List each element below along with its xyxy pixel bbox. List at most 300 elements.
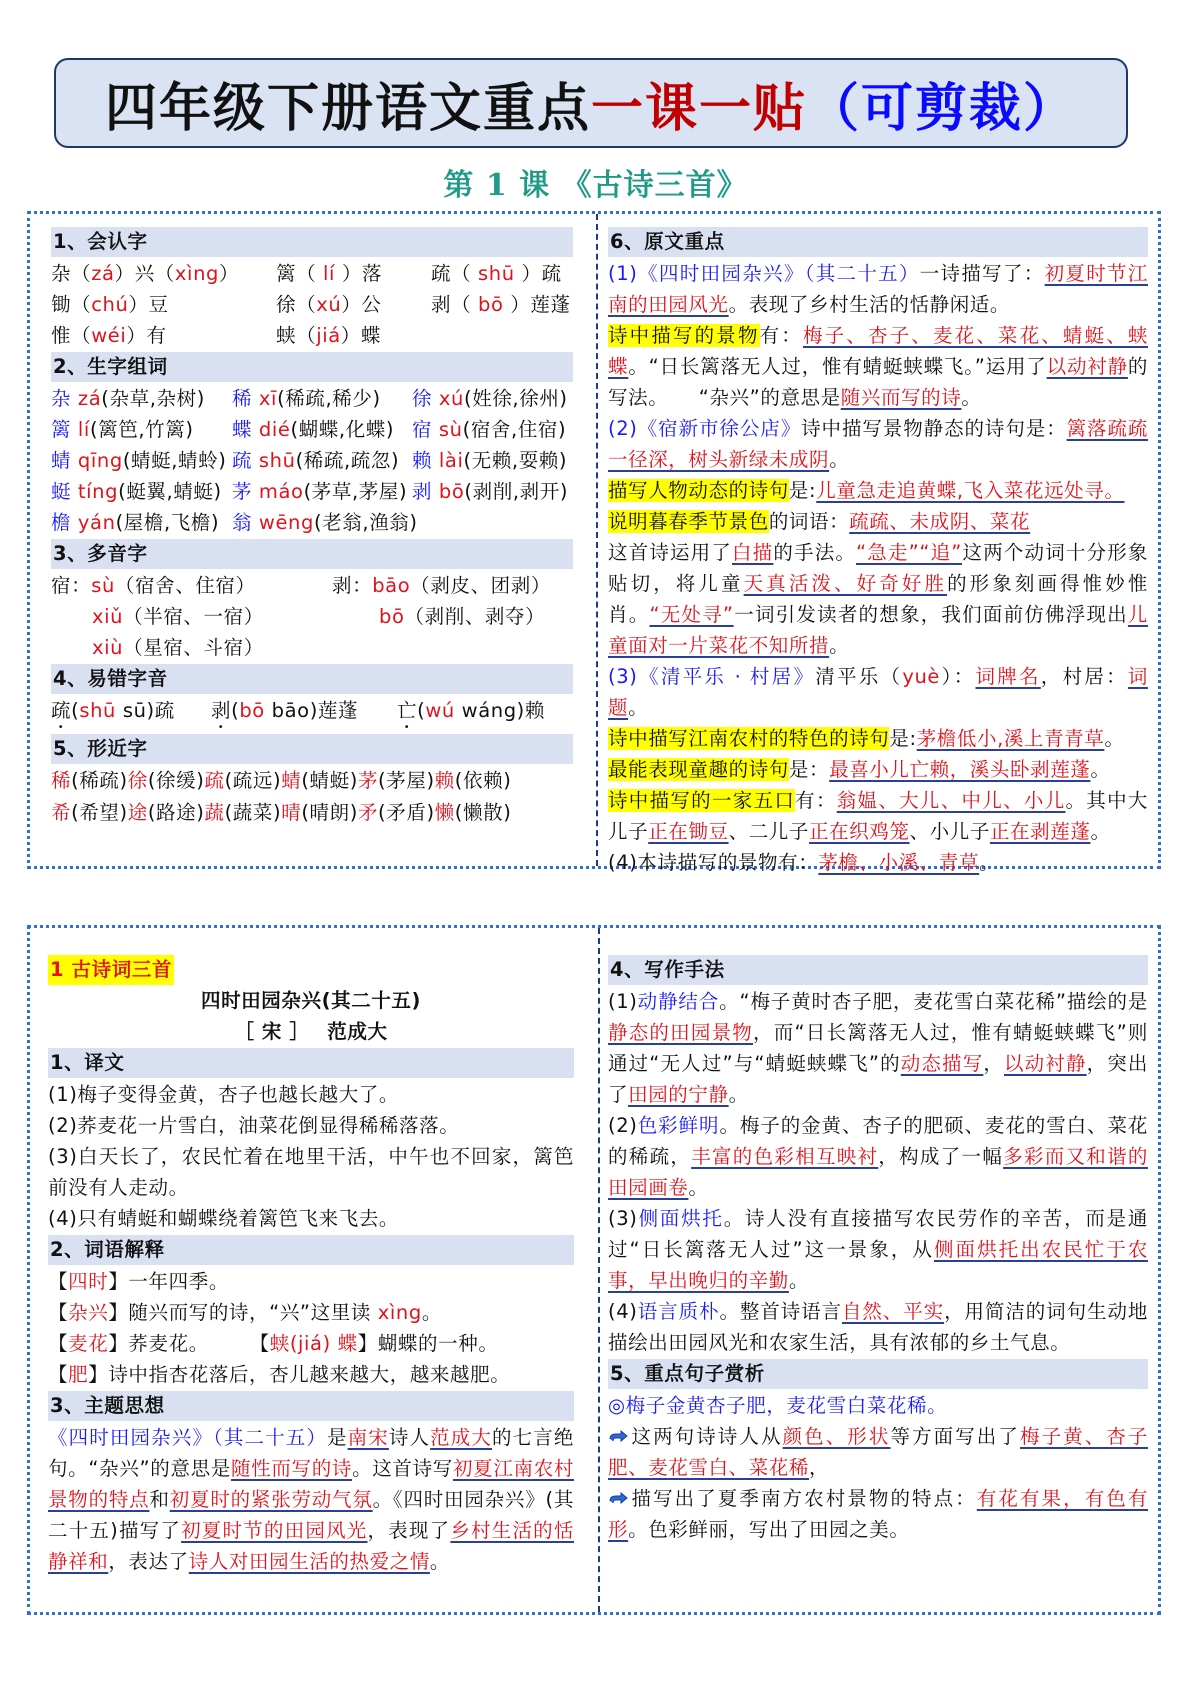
dotted-char: 疏 — [51, 699, 72, 722]
underlined-answer: 丰富的色彩相互映衬 — [691, 1145, 879, 1168]
paragraph — [608, 754, 1148, 785]
underlined-answer: 侧面烘托出农民忙于农事，早出晚归的辛勤 — [608, 1238, 1148, 1292]
paragraph — [608, 1390, 1148, 1421]
text: ，而“日长篱落无人过，惟有蜻蜓蛱蝶飞”则通过“无人过”与“蜻蜓蛱蝶飞”的 — [608, 1021, 1148, 1075]
text: 【 — [48, 1301, 69, 1324]
paragraph — [48, 1297, 574, 1328]
text: 惟（ — [51, 324, 92, 347]
pinyin-or-key-text: 晴 — [281, 801, 302, 824]
section-heading: 5、形近字 — [51, 734, 573, 764]
pinyin-or-key-text: 途 — [127, 801, 148, 824]
chapter-tag: 1 古诗词三首 — [48, 955, 174, 985]
paragraph — [608, 506, 1148, 537]
text: 。《四时田园杂兴》(其二十五)描写了 — [48, 1488, 574, 1542]
underlined-answer: 茅檐、小溪、青草 — [818, 851, 980, 874]
entry-row — [51, 258, 573, 289]
text: 】诗中指杏花落后，杏儿越来越大，越来越肥。 — [88, 1363, 511, 1386]
paragraph — [608, 1296, 1148, 1358]
pinyin-or-key-text: xú — [316, 293, 342, 316]
text: 、二儿子 — [728, 820, 810, 843]
text: 。 — [421, 1301, 442, 1324]
title-text: 徐 — [412, 387, 439, 410]
pinyin-or-key-text: lài — [438, 449, 464, 472]
paragraph — [608, 537, 1148, 661]
pinyin-or-key-text: wú — [425, 699, 455, 722]
pinyin-or-key-text: zá — [77, 387, 102, 410]
pinyin-or-key-text: wéi — [91, 324, 127, 347]
title-text: 蜓 — [51, 480, 78, 503]
text: 是 — [327, 1426, 348, 1449]
underlined-answer: 白描 — [732, 541, 774, 564]
section-heading: 1、译文 — [48, 1048, 574, 1078]
arrow-icon — [608, 1422, 628, 1436]
text: (稀疏) — [71, 769, 128, 792]
text: (1)梅子变得金黄，杏子也越长越大了。 — [48, 1083, 400, 1106]
title-text: 翁 — [232, 511, 259, 534]
pinyin-or-key-text: lí — [77, 418, 90, 441]
underlined-answer: 颜色、形状 — [782, 1425, 891, 1448]
paragraph — [608, 258, 1148, 320]
highlighted-prompt: 最能表现童趣的诗句 — [608, 758, 789, 781]
paragraph — [608, 1421, 1148, 1483]
text: ）有 — [126, 324, 167, 347]
text: (屋檐,飞檐) — [115, 511, 220, 534]
text: ( — [417, 699, 426, 722]
text: 。 — [688, 1176, 709, 1199]
pinyin-or-key-text: bō — [438, 480, 465, 503]
text: (宿舍,住宿) — [462, 418, 567, 441]
text: 剥（ — [431, 293, 478, 316]
text: 。“梅子黄时杏子肥，麦花雪白菜花稀”描绘的是 — [719, 990, 1148, 1013]
text: 。 — [429, 1550, 451, 1573]
text: 。 — [1104, 727, 1125, 750]
text: (徐缓) — [147, 769, 205, 792]
key-points-left — [51, 226, 573, 829]
highlighted-prompt: 说明暮春季节景色 — [608, 510, 769, 533]
underlined-answer: 多彩而又和谐的田园画卷 — [608, 1145, 1148, 1199]
entry-cell — [51, 383, 232, 414]
text: 蛱（ — [276, 324, 317, 347]
title-text: 语言质朴 — [637, 1300, 720, 1323]
poem-notes-right — [608, 954, 1148, 1545]
underlined-answer: 静态的田园景物 — [608, 1021, 754, 1044]
text: ）疏 — [514, 262, 562, 285]
text: 是: — [788, 479, 817, 502]
underlined-answer: 翁媪、大儿、中儿、小儿 — [836, 789, 1066, 812]
underlined-answer: 以动衬静 — [1046, 355, 1128, 378]
text: (杂草,杂树) — [101, 387, 205, 410]
text: 。 — [1090, 820, 1111, 843]
underlined-answer: 以动衬静 — [1004, 1052, 1087, 1075]
text: (蜻蜓,蜻蛉) — [122, 449, 227, 472]
pinyin-or-key-text: 蛱(jiá) 蝶 — [269, 1332, 358, 1355]
pinyin-or-key-text: 麦花 — [68, 1332, 109, 1355]
similar-chars-line — [51, 797, 573, 829]
paragraph — [48, 1266, 574, 1297]
dotted-char: 亡 — [397, 699, 418, 722]
underlined-answer: 初夏江南农村景物的特点 — [48, 1457, 574, 1511]
text: ，表现了 — [367, 1519, 451, 1542]
entry-row — [51, 414, 573, 445]
entry-cell — [412, 476, 573, 507]
text: 诗中描写景物静态的诗句是： — [801, 417, 1067, 440]
text: 杂（ — [51, 262, 92, 285]
entry-cell — [232, 414, 412, 445]
title-text: (2)《宿新市徐公店》 — [608, 417, 802, 440]
underlined-answer: 篱落疏疏一径深，树头新绿未成阴 — [608, 417, 1148, 471]
text: ） — [219, 262, 240, 285]
title-text: 动静结合 — [637, 990, 720, 1013]
text: 这两个动词十分形象贴切，将儿童 — [608, 541, 1148, 595]
text: (1) — [608, 990, 638, 1013]
text: (蔬菜) — [224, 801, 282, 824]
text: (2) — [608, 1114, 638, 1137]
similar-chars-line — [51, 765, 573, 797]
text: 一诗描写了： — [919, 262, 1045, 285]
entry-cell — [412, 445, 573, 476]
poem-title: 四时田园杂兴(其二十五) — [200, 989, 422, 1012]
title-highlight: 一课一贴 — [590, 77, 807, 139]
text: ，构成了一幅 — [878, 1145, 1004, 1168]
paragraph — [48, 1422, 574, 1577]
text: ( — [231, 699, 240, 722]
cut-divider — [596, 214, 598, 866]
text: ， — [983, 1052, 1004, 1075]
paragraph — [608, 661, 1148, 723]
entry-cell — [211, 695, 397, 733]
pinyin-or-key-text: shū — [258, 449, 296, 472]
text: bāo)莲蓬 — [264, 699, 359, 722]
underlined-answer: 动态描写 — [900, 1052, 984, 1075]
text: ）公 — [341, 293, 382, 316]
pinyin-or-key-text: 徐 — [127, 769, 148, 792]
underlined-answer: 初夏时节的田园风光 — [181, 1519, 368, 1542]
text: 有： — [795, 789, 837, 812]
text: (4)本诗描写的景物有： — [608, 851, 819, 874]
section-heading: 1、会认字 — [51, 227, 573, 257]
lesson-title: 第 1 课 《古诗三首》 — [443, 168, 748, 203]
text: 有： — [759, 324, 803, 347]
pinyin-or-key-text: shū — [478, 262, 515, 285]
entry-cell — [51, 695, 211, 733]
text: （剥削、剥夺） — [404, 605, 546, 628]
title-text: 篱 — [51, 418, 78, 441]
text: (姓徐,徐州) — [464, 387, 568, 410]
title-text: 茅 — [232, 480, 259, 503]
entry-row — [51, 445, 573, 476]
text: 这首诗运用了 — [608, 541, 733, 564]
paragraph — [48, 1079, 574, 1110]
pinyin-or-key-text: sù — [438, 418, 463, 441]
text: (3) — [608, 1207, 638, 1230]
cut-divider — [598, 928, 600, 1612]
entry-cell — [51, 570, 332, 601]
text: 。 — [829, 634, 850, 657]
arrow-icon — [608, 1484, 628, 1498]
paragraph — [48, 1110, 574, 1141]
title-text: 侧面烘托 — [637, 1207, 724, 1230]
title-text: 蜻 — [51, 449, 78, 472]
dotted-char: 剥 — [211, 699, 232, 722]
pinyin-or-key-text: zá — [91, 262, 115, 285]
text: 【 — [48, 1332, 69, 1355]
pinyin-or-key-text: xiǔ — [92, 605, 124, 628]
entry-cell — [332, 570, 573, 601]
text: 【 — [48, 1363, 69, 1386]
pinyin-or-key-text: 希 — [51, 801, 72, 824]
text: 和 — [149, 1488, 170, 1511]
text: 的词语： — [768, 510, 850, 533]
underlined-answer: 有花有果，有色有形 — [608, 1487, 1148, 1541]
text: 。色彩鲜丽，写出了田园之美。 — [628, 1518, 910, 1541]
underlined-answer: 词牌名 — [975, 665, 1041, 688]
text: 。梅子的金黄、杏子的肥硕、麦花的雪白、菜花的稀疏， — [608, 1114, 1148, 1168]
paragraph — [608, 986, 1148, 1110]
text: wáng)赖 — [454, 699, 545, 722]
entry-cell — [276, 289, 431, 320]
text: 。 — [979, 851, 1000, 874]
title-text: 赖 — [412, 449, 439, 472]
pinyin-or-key-text: máo — [258, 480, 304, 503]
text: 。“日长篱落无人过，惟有蜻蜓蛱蝶飞。”运用了 — [628, 355, 1047, 378]
underlined-answer: 初夏时的紧张劳动气氛 — [169, 1488, 373, 1511]
entry-row — [51, 507, 573, 538]
pinyin-or-key-text: bō — [478, 293, 504, 316]
text: 锄（ — [51, 293, 92, 316]
highlighted-prompt: 描写人物动态的诗句 — [608, 479, 789, 502]
underlined-answer: 乡村生活的恬静祥和 — [48, 1519, 574, 1573]
text: 描写出了夏季南方农村景物的特点： — [630, 1487, 977, 1510]
text: 的七言绝句。“杂兴”的意思是 — [48, 1426, 574, 1480]
text: ，村居： — [1040, 665, 1128, 688]
underlined-answer: 正在织鸡笼 — [809, 820, 910, 843]
entry-cell — [412, 383, 573, 414]
pinyin-or-key-text: shū — [79, 699, 117, 722]
pinyin-or-key-text: dié — [258, 418, 291, 441]
entry-cell — [412, 507, 573, 538]
underlined-answer: 初夏时节江南的田园风光 — [608, 262, 1148, 316]
entry-cell — [51, 507, 232, 538]
paragraph — [48, 1328, 574, 1359]
text: ，突出了 — [608, 1052, 1148, 1106]
paragraph — [608, 413, 1148, 475]
text: (蝴蝶,化蝶) — [290, 418, 395, 441]
pinyin-or-key-text: chú — [91, 293, 129, 316]
underlined-answer: 范成大 — [430, 1426, 492, 1449]
pinyin-or-key-text: 四时 — [68, 1270, 109, 1293]
section-heading: 2、生字组词 — [51, 352, 573, 382]
pinyin-or-key-text: xìng — [174, 262, 220, 285]
underlined-answer: “无处寻” — [649, 603, 734, 626]
entry-row — [51, 695, 573, 733]
paragraph — [48, 1359, 574, 1390]
entry-cell — [51, 414, 232, 445]
text: 。诗人没有直接描写农民劳作的辛苦，而是通过“日长篱落无人过”这一景象，从 — [608, 1207, 1148, 1261]
text: 篱（ — [276, 262, 323, 285]
entry-row — [51, 570, 573, 601]
text: 是： — [788, 758, 830, 781]
title-text: 色彩鲜明 — [637, 1114, 720, 1137]
entry-cell — [51, 476, 232, 507]
text: 剥： — [332, 574, 373, 597]
text: 。 — [961, 386, 982, 409]
paragraph — [608, 785, 1148, 847]
entry-row — [51, 320, 573, 351]
text: (无赖,耍赖) — [463, 449, 568, 472]
entry-cell — [232, 507, 418, 538]
pinyin-or-key-text: 蔬 — [204, 801, 225, 824]
entry-row — [51, 632, 573, 663]
underlined-answer: 南宋 — [347, 1426, 389, 1449]
section-heading: 3、多音字 — [51, 539, 573, 569]
poem-author: ［ 宋 ］ 范成大 — [234, 1020, 388, 1043]
pinyin-or-key-text: 矛 — [357, 801, 379, 824]
paragraph — [48, 1141, 574, 1203]
underlined-answer: 天真活泼、好奇好胜 — [743, 572, 948, 595]
text: 。整首诗语言 — [719, 1300, 842, 1323]
entry-cell — [232, 383, 412, 414]
entry-row — [51, 289, 573, 320]
text: ，表达了 — [108, 1550, 189, 1573]
title-text: 《四时田园杂兴》（其二十五） — [48, 1426, 327, 1449]
text: (茅屋) — [378, 769, 435, 792]
underlined-answer: 茅檐低小,溪上青青草 — [916, 727, 1105, 750]
text: ）豆 — [128, 293, 169, 316]
underlined-answer: 最喜小儿亡赖，溪头卧剥莲蓬 — [829, 758, 1091, 781]
poem-notes-left — [48, 954, 574, 1577]
entry-cell — [332, 632, 573, 663]
text: 。 — [788, 1269, 810, 1292]
title-text: (1)《四时田园杂兴》（其二十五） — [608, 262, 920, 285]
text: （半宿、一宿） — [123, 605, 264, 628]
paragraph — [608, 1203, 1148, 1296]
text: (蜻蜓) — [301, 769, 358, 792]
pinyin-or-key-text: lí — [323, 262, 336, 285]
text: (剥削,剥开) — [464, 480, 569, 503]
underlined-answer: 随性而写的诗 — [231, 1457, 353, 1480]
pinyin-or-key-text: bō — [379, 605, 405, 628]
entry-row — [51, 476, 573, 507]
text: (蜓翼,蜻蜓) — [118, 480, 222, 503]
paragraph — [608, 1110, 1148, 1203]
underlined-answer: 梅子、杏子、麦花、菜花、蜻蜓、蛱蝶 — [608, 324, 1148, 378]
entry-cell — [332, 601, 573, 632]
pinyin-or-key-text: wēng — [258, 511, 314, 534]
entry-cell — [232, 445, 412, 476]
pinyin-or-key-text: bāo — [372, 574, 411, 597]
pinyin-or-key-text: yán — [77, 511, 116, 534]
pinyin-or-key-text: xìng — [377, 1301, 422, 1324]
text: 疏（ — [431, 262, 478, 285]
highlighted-prompt: 诗中描写的一家五口 — [608, 789, 796, 812]
text: 。 — [1090, 758, 1111, 781]
pinyin-or-key-text: xī — [258, 387, 278, 410]
text: sū)疏 — [116, 699, 175, 722]
text: ( — [71, 699, 80, 722]
text: 的手法。 — [773, 541, 857, 564]
text: (篱笆,竹篱) — [89, 418, 194, 441]
text: (茅草,茅屋) — [303, 480, 408, 503]
text: 这两句诗诗人从 — [630, 1425, 783, 1448]
text: ， — [809, 1456, 830, 1479]
highlighted-prompt: 诗中描写的景物 — [608, 324, 760, 347]
section-heading: 5、重点句子赏析 — [608, 1359, 1148, 1389]
pinyin-or-key-text: 疏 — [204, 769, 225, 792]
underlined-answer: “急走”“追” — [856, 541, 962, 564]
underlined-answer: 梅子黄、杏子肥、麦花雪白、菜花稀 — [608, 1425, 1148, 1479]
underlined-answer: 诗人对田园生活的热爱之情 — [188, 1550, 430, 1573]
paragraph — [608, 1483, 1148, 1545]
text: (矛盾) — [378, 801, 435, 824]
text: (4) — [608, 1300, 638, 1323]
title-text: 蝶 — [232, 418, 259, 441]
pinyin-or-key-text: jiá — [316, 324, 341, 347]
underlined-answer: 随兴而写的诗 — [840, 386, 962, 409]
section-heading: 4、写作手法 — [608, 955, 1148, 985]
title-text: 檐 — [51, 511, 78, 534]
text: ）蝶 — [340, 324, 381, 347]
text: ，用简洁的词句生动地描绘出田园风光和农家生活，具有浓郁的乡土气息。 — [608, 1300, 1148, 1354]
underlined-answer: 自然、平实 — [841, 1300, 945, 1323]
paragraph — [608, 723, 1148, 754]
text: (懒散) — [454, 801, 512, 824]
text: (2)荞麦花一片雪白，油菜花倒显得稀稀落落。 — [48, 1114, 460, 1137]
text: （宿舍、住宿） — [114, 574, 256, 597]
underlined-answer: 儿童急走追黄蝶,飞入菜花远处寻。 — [816, 479, 1125, 502]
underlined-answer: 疏疏、未成阴、菜花 — [849, 510, 1031, 533]
entry-cell — [431, 320, 573, 351]
title-note: （可剪裁） — [807, 77, 1078, 139]
entry-cell — [412, 414, 573, 445]
text: 】一年四季。 — [108, 1270, 229, 1293]
title-text: 杂 — [51, 387, 78, 410]
pinyin-or-key-text: 懒 — [434, 801, 455, 824]
text: （星宿、斗宿） — [123, 636, 264, 659]
key-points-right — [608, 226, 1148, 878]
text: 徐（ — [276, 293, 317, 316]
text: 、小儿子 — [909, 820, 990, 843]
text: （剥皮、团剥） — [410, 574, 551, 597]
text: ）落 — [335, 262, 383, 285]
entry-cell — [276, 258, 431, 289]
text: 是: — [889, 727, 917, 750]
text: 。表现了乡村生活的恬静闲适。 — [728, 293, 1011, 316]
text: 【 — [48, 1270, 69, 1293]
paragraph — [48, 1203, 574, 1234]
title-text: 宿 — [412, 418, 439, 441]
text: (路途) — [147, 801, 205, 824]
section-heading: 2、词语解释 — [48, 1235, 574, 1265]
entry-cell — [276, 320, 431, 351]
paragraph — [608, 847, 1148, 878]
text: 。这首诗写 — [352, 1457, 453, 1480]
text: 诗人 — [388, 1426, 431, 1449]
section-heading: 6、原文重点 — [608, 227, 1148, 257]
text: 的写法。 “杂兴”的意思是 — [608, 355, 1148, 409]
pinyin-or-key-text: 茅 — [357, 769, 379, 792]
title-text: ◎梅子金黄杏子肥，麦花雪白菜花稀。 — [608, 1394, 948, 1417]
text: 清平乐（ — [815, 665, 903, 688]
title-text: 疏 — [232, 449, 259, 472]
entry-cell — [51, 289, 276, 320]
highlighted-prompt: 诗中描写江南农村的特色的诗句 — [608, 727, 890, 750]
text: (3)白天长了，农民忙着在地里干活，中午也不回家，篱笆前没有人走动。 — [48, 1145, 574, 1199]
title-text: (3)《清平乐 · 村居》 — [608, 665, 816, 688]
lesson-card-2 — [27, 925, 1161, 1615]
pinyin-or-key-text: 杂兴 — [68, 1301, 109, 1324]
text: 一词引发读者的想象，我们面前仿佛浮现出 — [733, 603, 1128, 626]
entry-cell — [232, 476, 412, 507]
